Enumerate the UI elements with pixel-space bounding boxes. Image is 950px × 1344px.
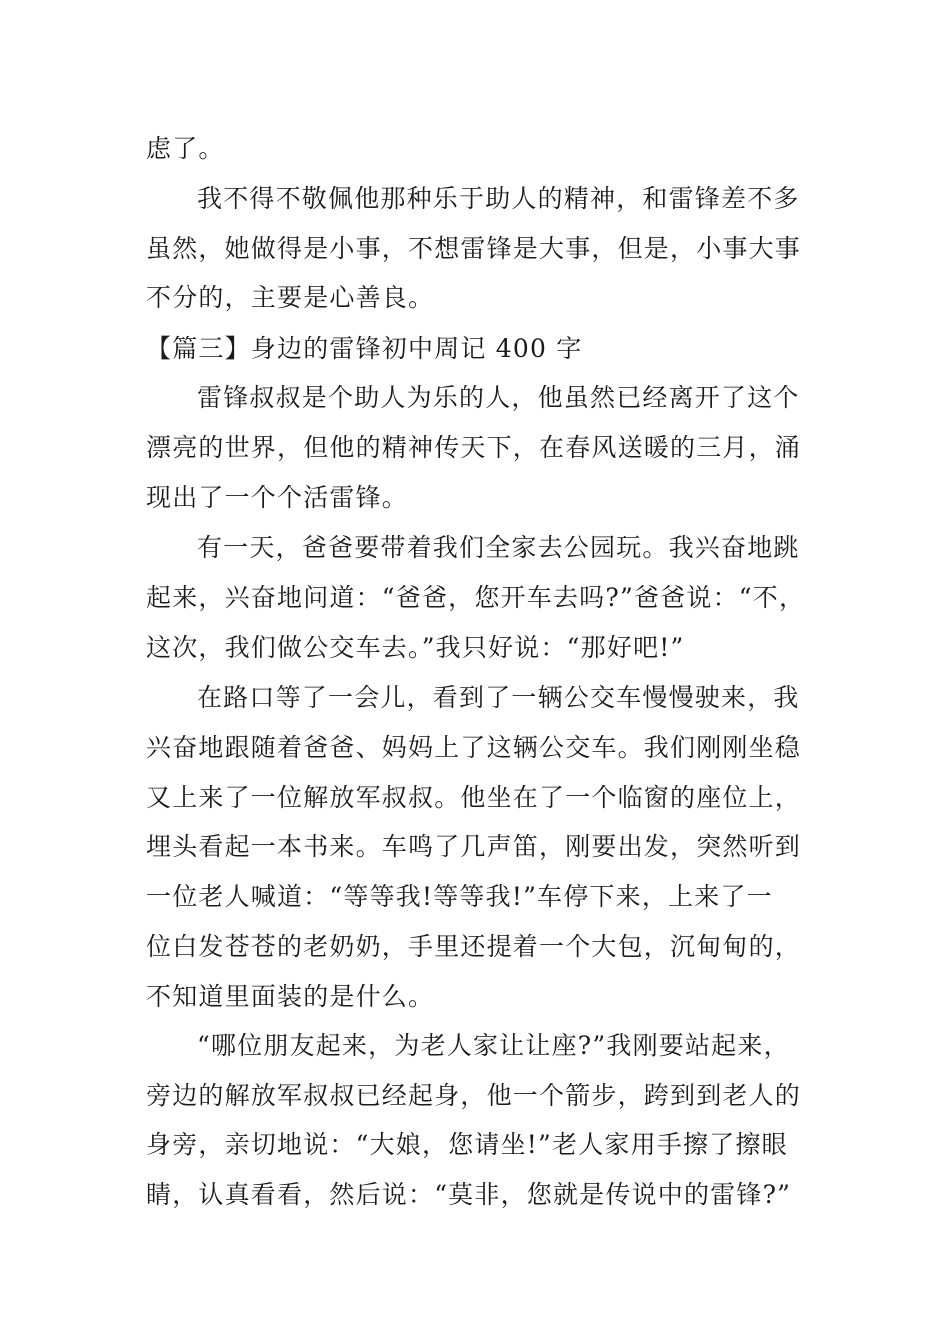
text-line-15: 埋头看起一本书来。车鸣了几声笛，刚要出发，突然听到 xyxy=(146,832,802,861)
paragraph-start-line-19: “哪位朋友起来，为老人家让让座?”我刚要站起来， xyxy=(197,1031,790,1060)
paragraph-start-line-9: 有一天，爸爸要带着我们全家去公园玩。我兴奋地跳 xyxy=(197,533,800,562)
text-line-1: 虑了。 xyxy=(146,134,225,163)
paragraph-start-line-12: 在路口等了一会儿，看到了一辆公交车慢慢驶来，我 xyxy=(197,683,800,712)
text-line-16: 一位老人喊道：“等等我!等等我!”车停下来，上来了一 xyxy=(146,882,773,911)
text-line-17: 位白发苍苍的老奶奶，手里还提着一个大包，沉甸甸的， xyxy=(146,932,802,961)
text-line-8: 现出了一个个活雷锋。 xyxy=(146,483,409,512)
text-line-7: 漂亮的世界，但他的精神传天下，在春风送暖的三月，涌 xyxy=(146,433,802,462)
text-line-4: 不分的，主要是心善良。 xyxy=(146,283,435,312)
paragraph-start-line-6: 雷锋叔叔是个助人为乐的人，他虽然已经离开了这个 xyxy=(197,383,800,412)
text-line-13: 兴奋地跟随着爸爸、妈妈上了这辆公交车。我们刚刚坐稳 xyxy=(146,733,802,762)
text-line-18: 不知道里面装的是什么。 xyxy=(146,982,435,1011)
text-line-20: 旁边的解放军叔叔已经起身，他一个箭步，跨到到老人的 xyxy=(146,1081,802,1110)
paragraph-start-line-2: 我不得不敬佩他那种乐于助人的精神，和雷锋差不多 xyxy=(197,184,800,213)
section-heading: 【篇三】身边的雷锋初中周记 400 字 xyxy=(146,334,583,363)
text-line-11: 这次，我们做公交车去。”我只好说：“那好吧!” xyxy=(146,633,685,662)
text-line-14: 又上来了一位解放军叔叔。他坐在了一个临窗的座位上， xyxy=(146,783,802,812)
text-line-10: 起来，兴奋地问道：“爸爸，您开车去吗?”爸爸说：“不， xyxy=(146,583,806,612)
text-line-3: 虽然，她做得是小事，不想雷锋是大事，但是，小事大事 xyxy=(146,234,802,263)
text-line-21: 身旁，亲切地说：“大娘，您请坐!”老人家用手擦了擦眼 xyxy=(146,1130,788,1159)
text-line-22: 睛，认真看看，然后说：“莫非，您就是传说中的雷锋?” xyxy=(146,1180,792,1209)
